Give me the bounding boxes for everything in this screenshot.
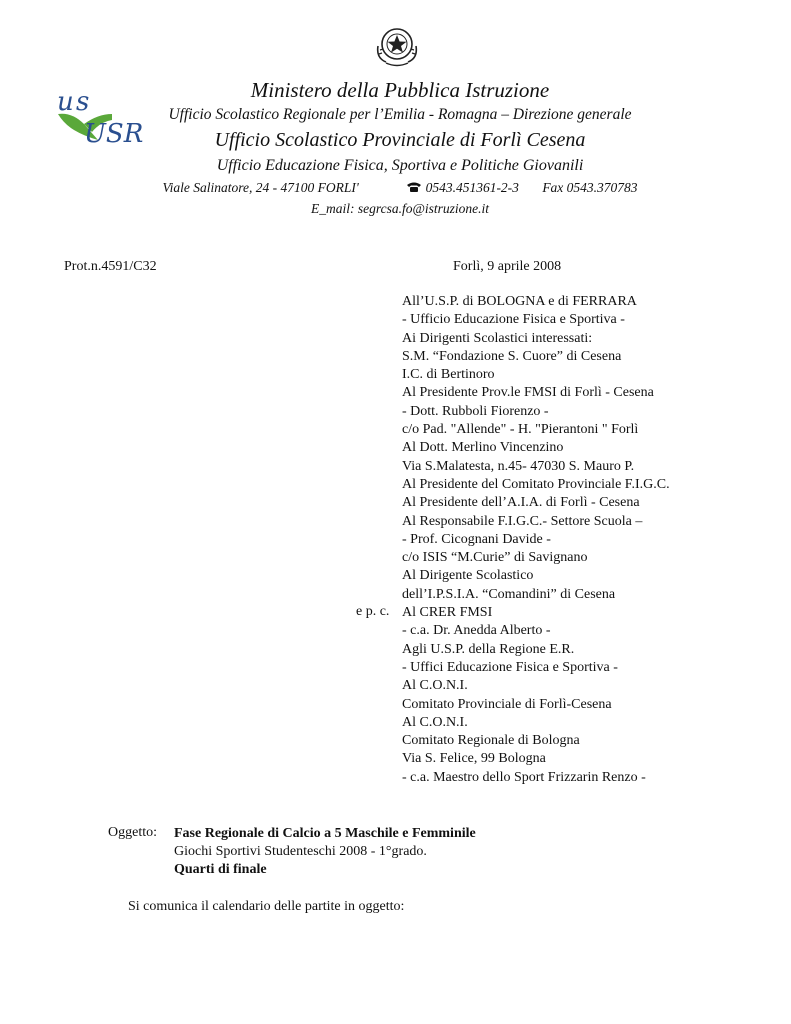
recipient-line: Agli U.S.P. della Regione E.R.	[402, 641, 575, 657]
recipient-line: Al Presidente dell’A.I.A. di Forlì - Cesena	[402, 495, 640, 511]
recipient-line: - Prof. Cicognani Davide -	[402, 531, 551, 547]
recipient-line: Al Presidente Prov.le FMSI di Forlì - Cesena	[402, 385, 654, 401]
department: Ufficio Educazione Fisica, Sportiva e Politiche Giovanili	[216, 157, 584, 174]
recipient-line: Al C.O.N.I.	[402, 714, 468, 730]
cc-label: e p. c.	[356, 604, 390, 619]
recipient-line: - Uffici Educazione Fisica e Sportiva -	[402, 659, 618, 675]
recipient-line: Via S. Felice, 99 Bologna	[402, 751, 546, 767]
recipient-line: I.C. di Bertinoro	[402, 367, 495, 383]
recipient-line: Al Dott. Merlino Vincenzino	[402, 440, 564, 456]
phone-number-group	[406, 180, 519, 196]
address: Viale Salinatore, 24 - 47100 FORLI'	[162, 180, 359, 195]
recipient-line: Al Dirigente Scolastico	[402, 568, 534, 584]
protocol-number: Prot.n.4591/C32	[64, 259, 157, 274]
fax-number: Fax 0543.370783	[542, 180, 638, 195]
recipient-line: Comitato Provinciale di Forlì-Cesena	[402, 696, 612, 712]
recipient-line: Al CRER FMSI	[402, 605, 493, 621]
logo-text: USR	[84, 119, 144, 149]
recipient-line: Comitato Regionale di Bologna	[402, 733, 580, 749]
closing-sentence: Si comunica il calendario delle partite in oggetto:	[128, 899, 405, 914]
recipient-line: c/o ISIS “M.Curie” di Savignano	[402, 550, 588, 566]
recipient-line: - Dott. Rubboli Fiorenzo -	[402, 403, 549, 419]
letter-date: Forlì, 9 aprile 2008	[453, 259, 562, 274]
recipient-line: - Ufficio Educazione Fisica e Sportiva -	[402, 312, 625, 328]
email-line: E_mail: segrcsa.fo@istruzione.it	[310, 201, 490, 216]
recipient-list	[402, 293, 670, 787]
subject-subtitle: Giochi Sportivi Studenteschi 2008 - 1°grado.	[174, 844, 427, 859]
recipient-line: Ai Dirigenti Scolastici interessati:	[402, 330, 593, 346]
recipient-line: S.M. “Fondazione S. Cuore” di Cesena	[402, 348, 622, 364]
phone-number: 0543.451361-2-3	[425, 180, 519, 195]
ministry-title: Ministero della Pubblica Istruzione	[250, 78, 550, 102]
phone-icon	[406, 181, 422, 193]
subject-title: Fase Regionale di Calcio a 5 Maschile e Femminile	[174, 826, 476, 841]
recipient-line: Al C.O.N.I.	[402, 678, 468, 694]
recipient-line: - c.a. Dr. Anedda Alberto -	[402, 623, 551, 639]
regional-office: Ufficio Scolastico Regionale per l’Emilia - Romagna – Direzione generale	[168, 106, 632, 123]
recipient-line: - c.a. Maestro dello Sport Frizzarin Renzo -	[402, 769, 646, 785]
recipient-line: All’U.S.P. di BOLOGNA e di FERRARA	[402, 294, 637, 309]
usr-logo-icon	[54, 84, 144, 149]
subject-block	[174, 825, 476, 879]
svg-text:s: s	[76, 87, 90, 117]
republic-emblem-icon	[372, 24, 422, 68]
recipient-line: Al Responsabile F.I.G.C.- Settore Scuola –	[402, 513, 643, 529]
contact-line	[130, 180, 670, 196]
recipient-line: c/o Pad. "Allende" - H. "Pierantoni " Forlì	[402, 422, 639, 438]
recipient-line: dell’I.P.S.I.A. “Comandini” di Cesena	[402, 586, 616, 602]
recipient-line: Via S.Malatesta, n.45- 47030 S. Mauro P.	[402, 458, 635, 474]
recipient-line: Al Presidente del Comitato Provinciale F.I.G.C.	[402, 476, 670, 492]
subject-phase: Quarti di finale	[174, 862, 267, 877]
subject-label: Oggetto:	[108, 825, 157, 840]
provincial-office: Ufficio Scolastico Provinciale di Forlì Cesena	[214, 129, 586, 151]
svg-text:u: u	[57, 87, 74, 117]
